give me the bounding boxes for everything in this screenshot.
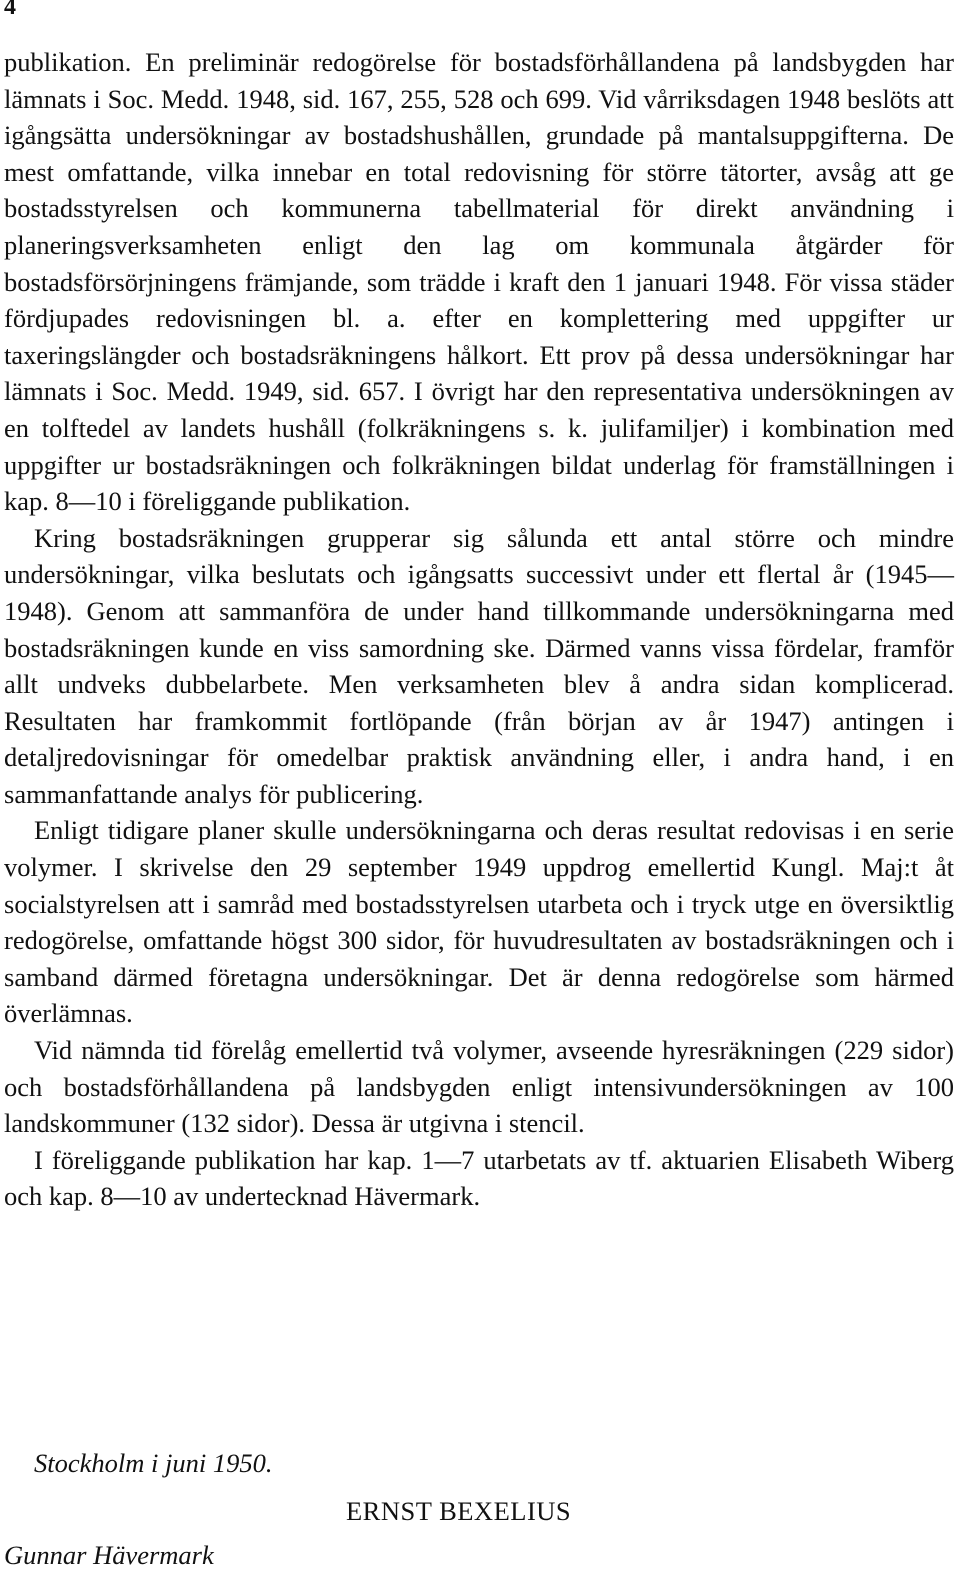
place-date: Stockholm i juni 1950. xyxy=(34,1448,273,1478)
signature-bexelius: ERNST BEXELIUS xyxy=(346,1496,572,1526)
page-number: 4 xyxy=(4,0,16,20)
paragraph-5: I föreliggande publikation har kap. 1—7 utarbetats av tf. aktuarien Elisabeth Wiberg och kap. 8—10 av undertecknad Hävermark. xyxy=(4,1144,954,1212)
body-text xyxy=(4,44,954,1215)
signature-havermark: Gunnar Hävermark xyxy=(4,1540,214,1570)
paragraph-4: Vid nämnda tid förelåg emellertid två volymer, avseende hyresräkningen (229 sidor) och bostadsförhållandena på landsbygden enligt intensivundersökningen av 100 landskommuner (132 sidor). Dessa är utgivna i stencil. xyxy=(4,1035,954,1139)
paragraph-2: Kring bostadsräkningen grupperar sig sålunda ett antal större och mindre undersökningar, vilka beslutats och igångsatts successivt under ett flertal år (1945—1948). Genom att sammanföra de under hand tillkommande undersökningarna med bostadsräkningen kunde en viss samordning ske. Därmed vanns vissa fördelar, framför allt undveks dubbelarbete. Men verksamheten blev å andra sidan komplicerad. Resultaten har framkommit fortlöpande (från början av år 1947) antingen i detaljredovisningar för omedelbar praktisk användning eller, i andra hand, i en sammanfattande analys för publicering. xyxy=(4,522,954,809)
paragraph-3: Enligt tidigare planer skulle undersökningarna och deras resultat redovisas i en serie volymer. I skrivelse den 29 september 1949 uppdrog emellertid Kungl. Maj:t åt socialstyrelsen att i samråd med bostadsstyrelsen utarbeta och i tryck utge en översiktlig redogörelse, omfattande högst 300 sidor, för huvudresultaten av bostadsräkningen och i samband därmed företagna undersökningar. Det är denna redogörelse som härmed överlämnas. xyxy=(4,815,954,1029)
paragraph-1: publikation. En preliminär redogörelse för bostadsförhållandena på landsbygden har lämnats i Soc. Medd. 1948, sid. 167, 255, 528 och 699. Vid vårriksdagen 1948 beslöts att igångsätta undersökningar av bostadshushållen, grundade på mantalsuppgifterna. De mest omfattande, vilka innebar en total redovisning för större tätorter, avsåg att ge bostadsstyrelsen och kommunerna tabellmaterial för direkt användning i planeringsverksamheten enligt den lag om kommunala åtgärder för bostadsförsörjningens främjande, som trädde i kraft den 1 januari 1948. För vissa städer fördjupades redovisningen bl. a. efter en komplettering med uppgifter ur taxeringslängder och bostadsräkningens hålkort. Ett prov på dessa undersökningar har lämnats i Soc. Medd. 1949, sid. 657. I övrigt har den representativa undersökningen av en tolftedel av landets hushåll (folkräkningens s. k. julifamiljer) i kombination med uppgifter ur bostadsräkningen och folkräkningen bildat underlag för framställningen i kap. 8—10 i föreliggande publikation. xyxy=(4,47,954,517)
